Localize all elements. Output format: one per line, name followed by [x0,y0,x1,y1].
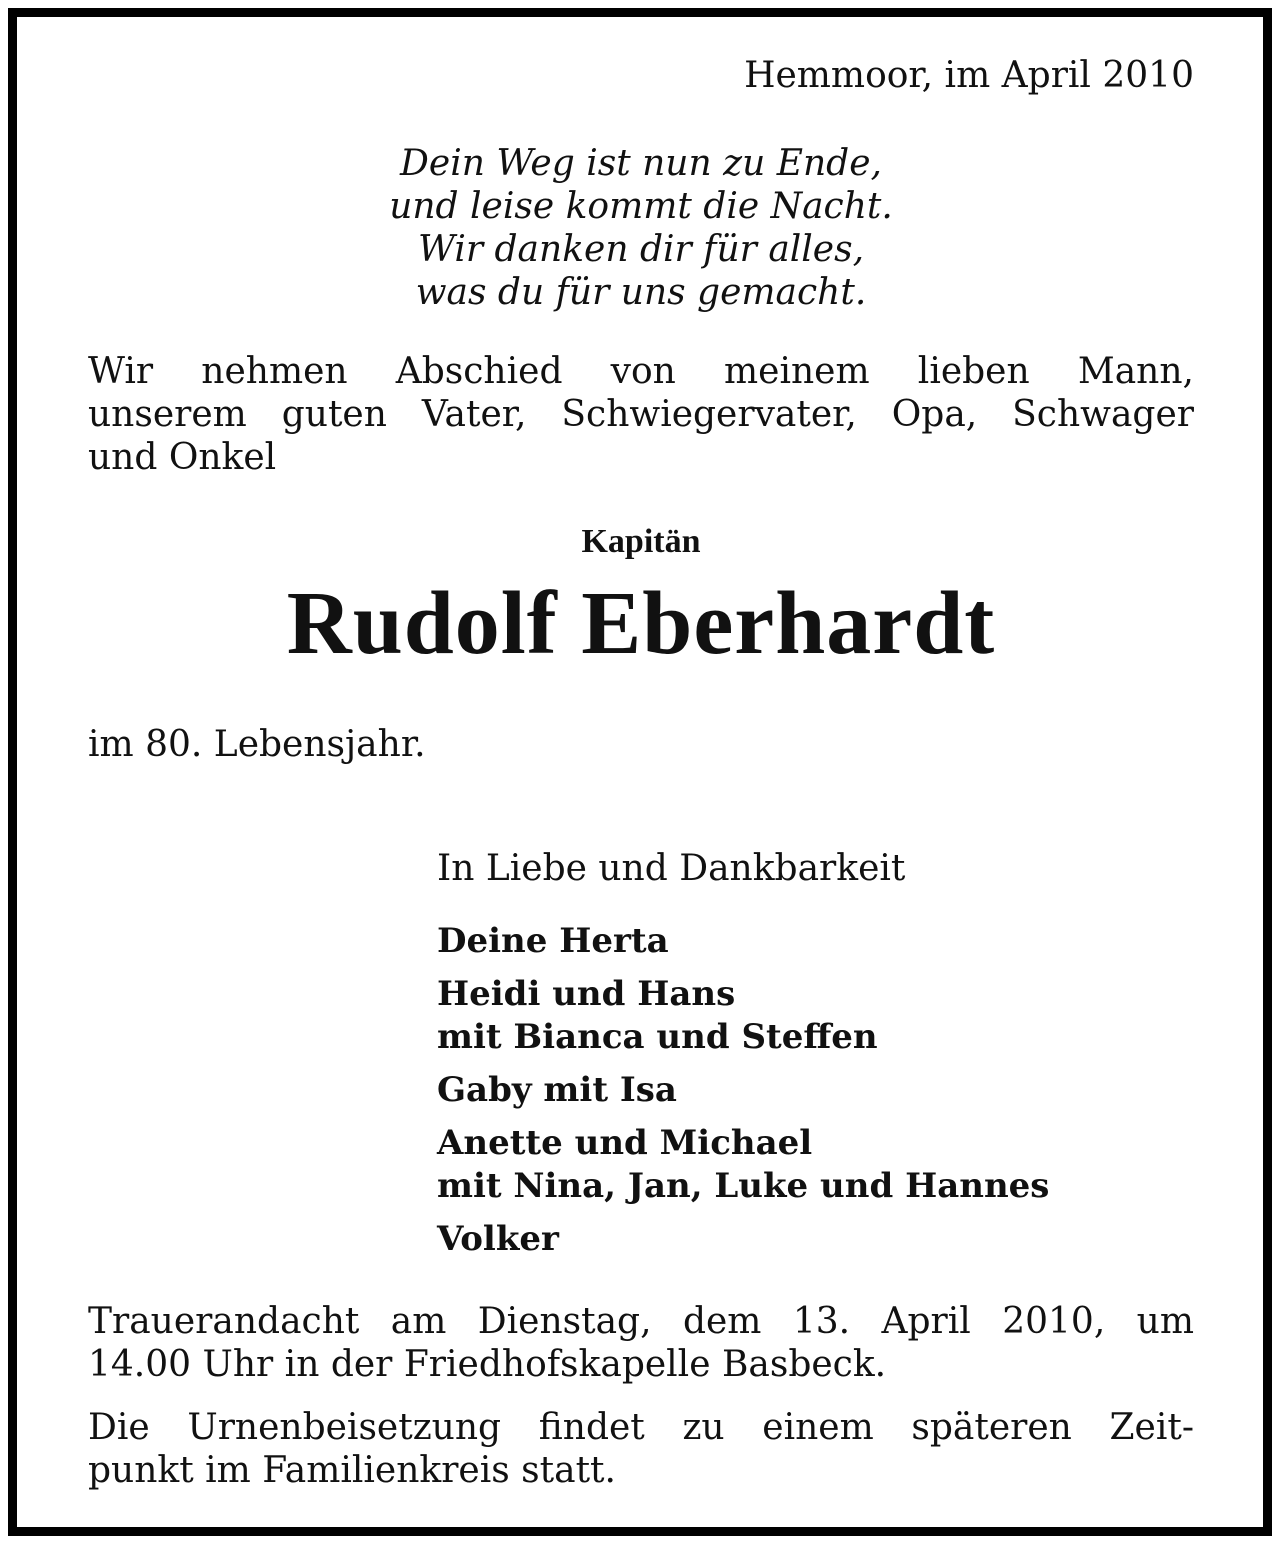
mourners-list [437,920,1049,1271]
deceased-name: Rudolf Eberhardt [286,574,996,673]
service-line: Trauerandacht am Dienstag, dem 13. April 2010, um [88,1301,1194,1342]
burial-line: punkt im Familienkreis statt. [88,1450,616,1491]
mourner-line: mit Nina, Jan, Luke und Hannes [437,1166,1050,1206]
intro-line: unserem guten Vater, Schwiegervater, Opa, Schwager [88,394,1194,435]
intro-line: Wir nehmen Abschied von meinem lieben Mann, [88,351,1194,392]
poem-line: Dein Weg ist nun zu Ende, [400,143,882,184]
mourner-line: Volker [437,1219,559,1259]
poem-line: und leise kommt die Nacht. [389,186,893,227]
poem [88,142,1194,314]
mourner-line: mit Bianca und Steffen [437,1017,878,1057]
age-line: im 80. Lebensjahr. [88,724,426,765]
intro-text [88,350,1194,479]
mourner-line: Deine Herta [437,921,669,961]
mourner-line: Gaby mit Isa [437,1070,677,1110]
deceased-title: Kapitän [581,523,701,560]
mourner-line: Anette und Michael [437,1123,813,1163]
poem-line: was du für uns gemacht. [415,272,867,313]
mourner-group [437,1122,1049,1208]
mourner-line: Heidi und Hans [437,974,736,1014]
mourner-group [437,920,1049,963]
service-notice [88,1300,1194,1386]
burial-notice [88,1406,1194,1492]
mourner-group [437,1218,1049,1261]
closing-phrase: In Liebe und Dankbarkeit [437,848,906,889]
mourner-group [437,1069,1049,1112]
poem-line: Wir danken dir für alles, [417,229,865,270]
mourner-group [437,973,1049,1059]
intro-line: und Onkel [88,437,277,478]
burial-line: Die Urnenbeisetzung findet zu einem späteren Zeit- [88,1407,1194,1448]
service-line: 14.00 Uhr in der Friedhofskapelle Basbeck. [88,1344,887,1385]
place-date: Hemmoor, im April 2010 [744,55,1194,96]
